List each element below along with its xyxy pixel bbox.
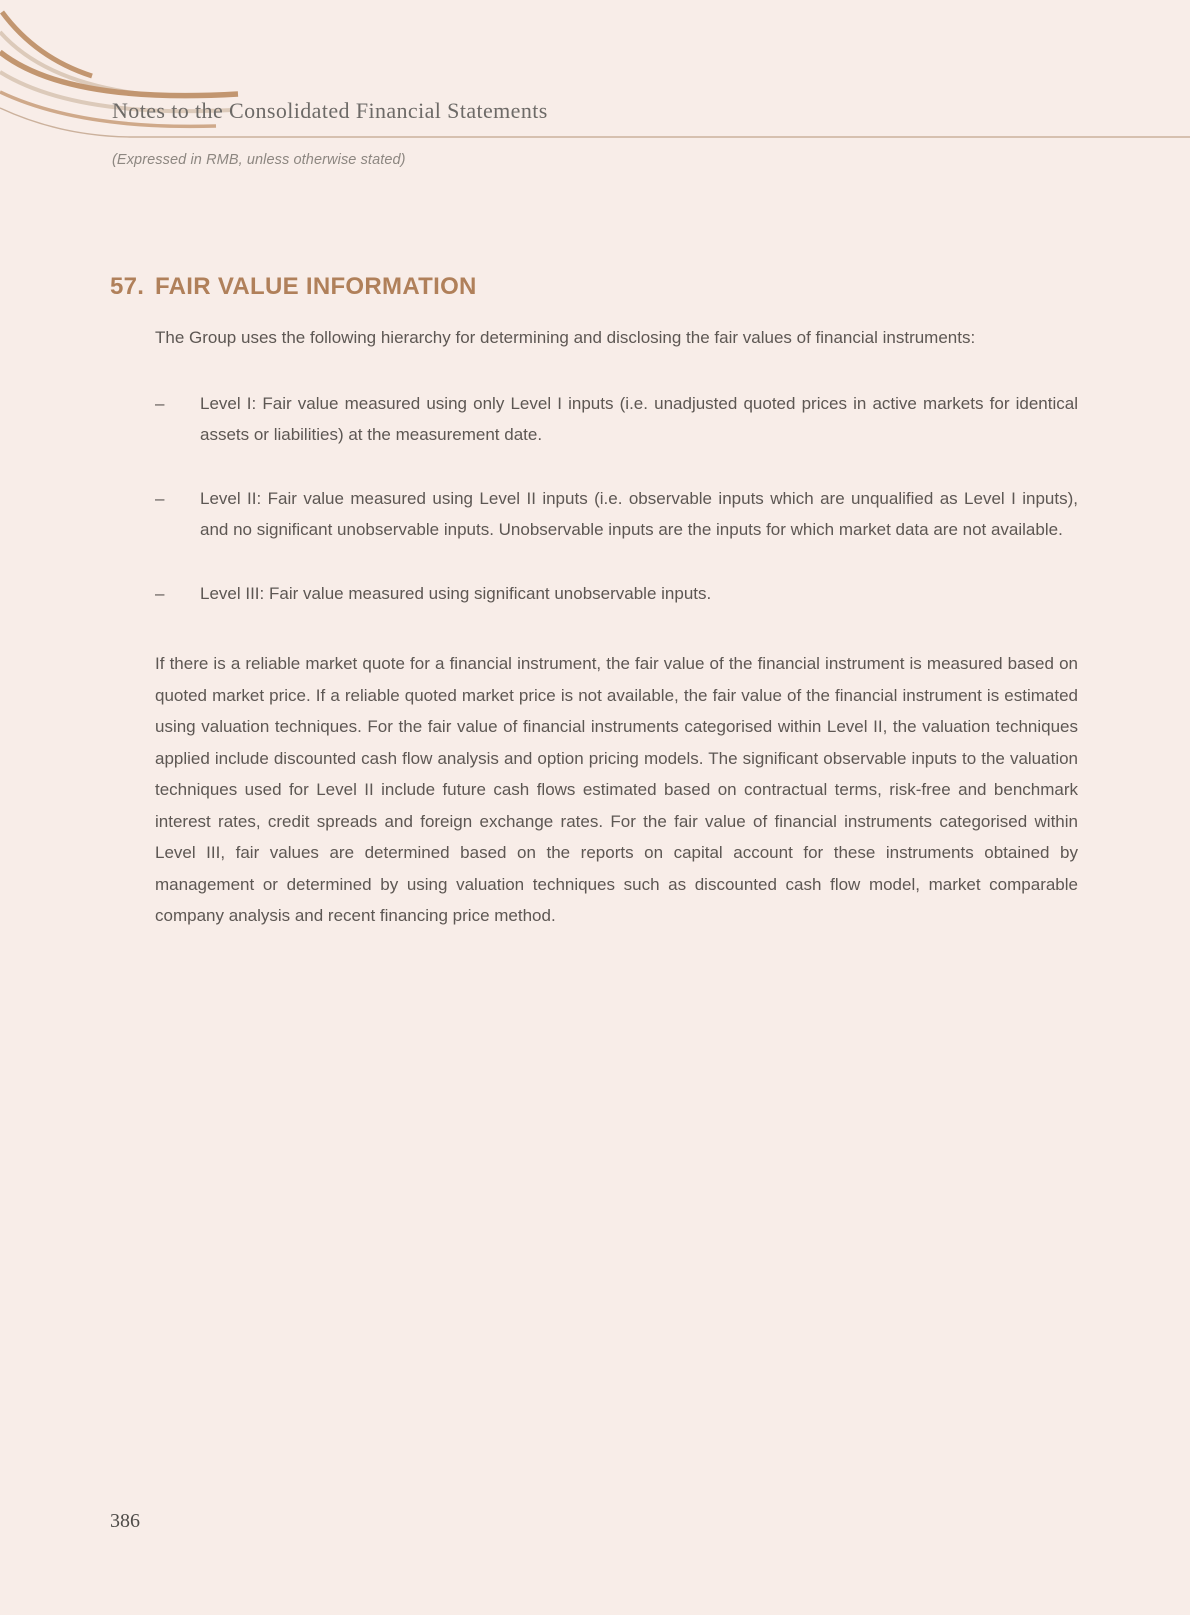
dash-marker: – xyxy=(155,583,165,603)
body-paragraph: If there is a reliable market quote for a financial instrument, the fair value of the financial instrument is measured based on quoted market price. If a reliable quoted market price is not available, the fair value of the financial instrument is estimated using valuation techniques. For the fair value of financial instruments categorised within Level II, the valuation techniques applied include discounted cash flow analysis and option pricing models. The significant observable inputs to the valuation techniques used for Level II include future cash flows estimated based on contractual terms, risk-free and benchmark interest rates, credit spreads and foreign exchange rates. For the fair value of financial instruments categorised within Level III, fair values are determined based on the reports on capital account for these instruments obtained by management or determined by using valuation techniques such as discounted cash flow model, market comparable company analysis and recent financing price method. xyxy=(155,654,1078,925)
section-body xyxy=(155,322,1078,932)
list-item xyxy=(155,578,1078,610)
section-fair-value-information xyxy=(110,272,1078,932)
level-3-text: Level III: Fair value measured using significant unobservable inputs. xyxy=(200,583,712,603)
header-title: Notes to the Consolidated Financial Statements xyxy=(112,98,548,123)
level-1-text: Level I: Fair value measured using only Level I inputs (i.e. unadjusted quoted prices in active markets for identical assets or liabilities) at the measurement date. xyxy=(200,393,1078,444)
section-number: 57. xyxy=(110,273,145,300)
list-item xyxy=(155,388,1078,451)
list-item xyxy=(155,483,1078,546)
dash-marker: – xyxy=(155,393,165,413)
dash-marker: – xyxy=(155,488,165,508)
section-title: FAIR VALUE INFORMATION xyxy=(155,273,477,300)
level-list xyxy=(155,388,1078,610)
section-heading-row xyxy=(110,272,1078,302)
corner-swirl-icon xyxy=(0,0,1190,170)
currency-note: (Expressed in RMB, unless otherwise stated) xyxy=(112,152,406,168)
page-number: 386 xyxy=(110,1510,140,1532)
intro-paragraph: The Group uses the following hierarchy for determining and disclosing the fair values of financial instruments: xyxy=(155,328,976,347)
level-2-text: Level II: Fair value measured using Level II inputs (i.e. observable inputs which are unqualified as Level I inputs), and no significant unobservable inputs. Unobservable inputs are the inputs for which market data are not available. xyxy=(200,488,1078,539)
